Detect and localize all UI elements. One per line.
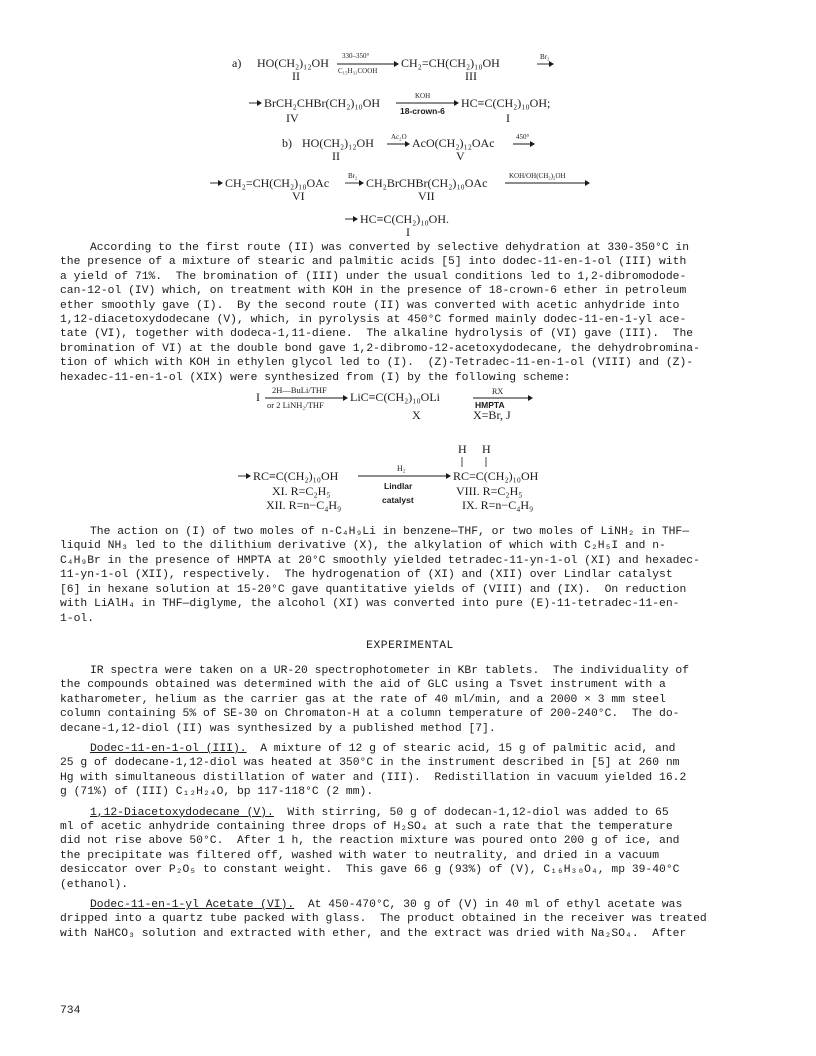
para4-line: g (71%) of (III) C₁₂H₂₄O, bp 117-118°C (2 mm).: [60, 786, 374, 799]
para3-line: IR spectra were taken on a UR-20 spectrophotometer in KBr tablets. The individuality of: [90, 664, 690, 677]
para1-line: a yield of 71%. The bromination of (III) under the usual conditions led to 1,2-dibromodode-: [60, 270, 687, 283]
scheme-c-xii: XII. R=n−C₄H₉: [266, 498, 342, 513]
reaction-scheme-ab: [60, 50, 760, 238]
para3-line: the compounds obtained was determined with the aid of GLC using a Tsvet instrument with a: [60, 679, 666, 692]
reaction-scheme-c: [60, 385, 760, 525]
page-number: 734: [60, 1005, 81, 1017]
compound-vi-title: Dodec-11-en-1-yl Acetate (VI).: [90, 899, 295, 911]
para3-line: katharometer, helium as the carrier gas at the rate of 40 ml/min, and a 2000 × 3 mm steel: [60, 693, 666, 706]
scheme-a-r1-cond-bottom: C₁₅H₃₁COOH: [338, 67, 378, 75]
scheme-c-cond-top: 2H—BuLi/THF: [272, 385, 327, 396]
para6-first-rest: At 450-470°C, 30 g of (V) in 40 ml of ethyl acetate was: [294, 899, 683, 911]
para2-line: 1-ol.: [60, 612, 95, 625]
scheme-b-label: b): [282, 136, 292, 150]
para1-line: According to the first route (II) was converted by selective dehydration at 330-350°C in: [90, 242, 690, 254]
scheme-b-label-vii: VII: [418, 189, 435, 203]
para1-line: 1,12-diacetoxydodecane (V), which, in pyrolysis at 450°C formed mainly dodec-11-en-1-yl ace-: [60, 314, 687, 327]
para5-line: the precipitate was filtered off, washed with water to neutrality, and dried in a vacuum: [60, 849, 660, 862]
scheme-a-r2-cond-top: KOH: [415, 92, 431, 100]
scheme-b-label-ii: II: [332, 149, 340, 163]
scheme-b-r1-cond: Ac₂O: [391, 133, 407, 141]
para3-line: column containing 5% of SE-30 on Chromaton-H at a column temperature of 200-240°C. The do-: [60, 708, 680, 721]
para2-line: with LiAlH₄ in THF—diglyme, the alcohol (XI) was converted into pure (E)-11-tetradec-11-en-: [60, 598, 680, 611]
paragraph-compound-vi: [60, 898, 760, 941]
para1-line: tate (VI), together with dodeca-1,11-diene. The alkaline hydrolysis of (VI) gave (III). The: [60, 328, 694, 341]
para6-line: with NaHCO₃ solution and extracted with ether, and the extract was dried with Na₂SO₄. After: [60, 927, 687, 940]
scheme-b-r1-product: AcO(CH₂)₁₂OAc: [412, 136, 495, 150]
scheme-c-alkene: RC=C(CH₂)₁₀OH: [453, 469, 539, 484]
scheme-a-label-i: I: [506, 111, 510, 125]
scheme-c-start: I: [256, 390, 260, 405]
scheme-b-r1-reactant: HO(CH₂)₁₂OH: [302, 136, 374, 150]
scheme-a-r1-reagent: Br₂: [540, 53, 550, 61]
para5-line: ml of acetic anhydride containing three drops of H₂SO₄ at such a rate that the temperature: [60, 820, 673, 833]
para4-line: Hg with simultaneous distillation of water and (III). Redistillation in vacuum yielded 16.2: [60, 771, 687, 784]
scheme-b-r2-reactant: CH₂=CH(CH₂)₁₀OAc: [225, 176, 330, 190]
scheme-a-r1-reactant: HO(CH₂)₁₂OH: [257, 56, 329, 70]
para6-line: dripped into a quartz tube packed with glass. The product obtained in the receiver was treated: [60, 913, 707, 926]
scheme-c-h2-cond: H₂: [397, 464, 406, 474]
para2-line: 11-yn-1-ol (XII), respectively. The hydrogenation of (XI) and (XII) over Lindlar catalyst: [60, 569, 673, 582]
paragraph-alkylation: [60, 525, 760, 626]
para3-line: decane-1,12-diol (II) was synthesized by a published method [7].: [60, 722, 496, 735]
scheme-b-r1-cond2: 450°: [516, 133, 530, 141]
scheme-b-label-v: V: [456, 149, 465, 163]
para1-line: hexadec-11-en-1-ol (XIX) were synthesized from (I) by the following scheme:: [60, 371, 571, 384]
scheme-b-label-i: I: [406, 225, 410, 238]
scheme-a-label: a): [232, 56, 242, 70]
scheme-b-r2-product: CH₂BrCHBr(CH₂)₁₀OAc: [366, 176, 488, 190]
para5-line: did not rise above 50°C. After 1 h, the reaction mixture was poured onto 200 g of ice, and: [60, 835, 680, 848]
para2-line: The action on (I) of two moles of n-C₄H₉Li in benzene—THF, or two moles of LiNH₂ in THF—: [90, 526, 690, 539]
scheme-c-lindlar1: Lindlar: [384, 481, 413, 492]
scheme-a-r2-cond-bottom: 18-crown-6: [400, 106, 445, 116]
scheme-c-intermediate: LiC≡C(CH₂)₁₀OLi: [350, 390, 440, 405]
scheme-c-cond-bottom: or 2 LiNH₂/THF: [267, 400, 324, 411]
para2-line: C₄H₉Br in the presence of HMPTA at 20°C smoothly yielded tetradec-11-yn-1-ol (XI) and hexadec-: [60, 554, 700, 567]
scheme-b-label-vi: VI: [292, 189, 305, 203]
scheme-c-viii: VIII. R=C₂H₅: [456, 484, 523, 499]
scheme-c-label-x: X: [412, 408, 421, 423]
scheme-c-alkyne: RC≡C(CH₂)₁₀OH: [253, 469, 339, 484]
para5-line: (ethanol).: [60, 878, 129, 891]
para4-first-rest: A mixture of 12 g of stearic acid, 15 g of palmitic acid, and: [246, 742, 676, 755]
scheme-a-r1-product: CH₂=CH(CH₂)₁₀OH: [401, 56, 500, 70]
paragraph-methods: [60, 664, 760, 736]
scheme-c-lindlar2: catalyst: [382, 495, 414, 506]
scheme-c-ix: IX. R=n−C₄H₉: [462, 498, 534, 513]
paragraph-routes: [60, 241, 760, 385]
paragraph-compound-iii: [60, 742, 760, 800]
para5-first-rest: With stirring, 50 g of dodecan-1,12-diol was added to 65: [273, 806, 669, 819]
compound-iii-title: Dodec-11-en-1-ol (III).: [90, 742, 247, 755]
scheme-c-xi: XI. R=C₂H₅: [272, 484, 331, 499]
para1-line: ether smoothly gave (I). By the second route (II) was converted with acetic anhydride into: [60, 299, 680, 312]
compound-v-title: 1,12-Diacetoxydodecane (V).: [90, 806, 274, 819]
scheme-a-label-iv: IV: [286, 111, 299, 125]
scheme-c-h1: H: [458, 442, 467, 457]
scheme-c-h2: H: [482, 442, 491, 457]
para1-line: the presence of a mixture of stearic and palmitic acids [5] into dodec-11-en-1-ol (III) with: [60, 256, 687, 269]
para4-line: 25 g of dodecane-1,12-diol was heated at 350°C in the instrument described in [5] at 260 nm: [60, 757, 680, 770]
scheme-a-r1-cond-top: 330–350°: [342, 52, 370, 60]
para1-line: can-12-ol (IV) which, on treatment with KOH in the presence of 18-crown-6 ether in petroleum: [60, 285, 687, 298]
scheme-a-r2-reactant: BrCH₂CHBr(CH₂)₁₀OH: [264, 96, 381, 110]
para2-line: liquid NH₃ led to the dilithium derivative (X), the alkylation of which with C₂H₅I and n-: [60, 540, 666, 553]
section-heading-experimental: EXPERIMENTAL: [366, 639, 454, 652]
scheme-c-cond2-top: RX: [492, 387, 504, 397]
page-content: [60, 50, 760, 941]
scheme-b-r3-product: HC≡C(CH₂)₁₀OH.: [360, 212, 449, 226]
para1-line: tion of which with KOH in ethylen glycol led to (I). (Z)-Tetradec-11-en-1-ol (VIII) and (Z)-: [60, 357, 694, 370]
para2-line: [6] in hexane solution at 15-20°C gave quantitative yields of (VIII) and (IX). On reduction: [60, 583, 687, 596]
scheme-a-label-iii: III: [465, 69, 477, 83]
scheme-b-r2-cond: Br₂: [348, 172, 358, 180]
para1-line: bromination of VI) at the double bond gave 1,2-dibromo-12-acetoxydodecane, the dehydrobromina-: [60, 342, 700, 355]
para5-line: desiccator over P₂O₅ to constant weight. This gave 66 g (93%) of (V), C₁₆H₃₀O₄, mp 39-40°C: [60, 864, 680, 877]
scheme-a-r2-product: HC≡C(CH₂)₁₀OH;: [461, 96, 551, 110]
scheme-c-label-xeq: X=Br, J: [473, 408, 511, 423]
scheme-c-cond2-bottom: HMPTA: [475, 400, 505, 411]
paragraph-compound-v: [60, 806, 760, 892]
scheme-b-r2-cond2: KOH/OH(CH₂)₂OH: [509, 172, 566, 180]
scheme-a-label-ii: II: [292, 69, 300, 83]
